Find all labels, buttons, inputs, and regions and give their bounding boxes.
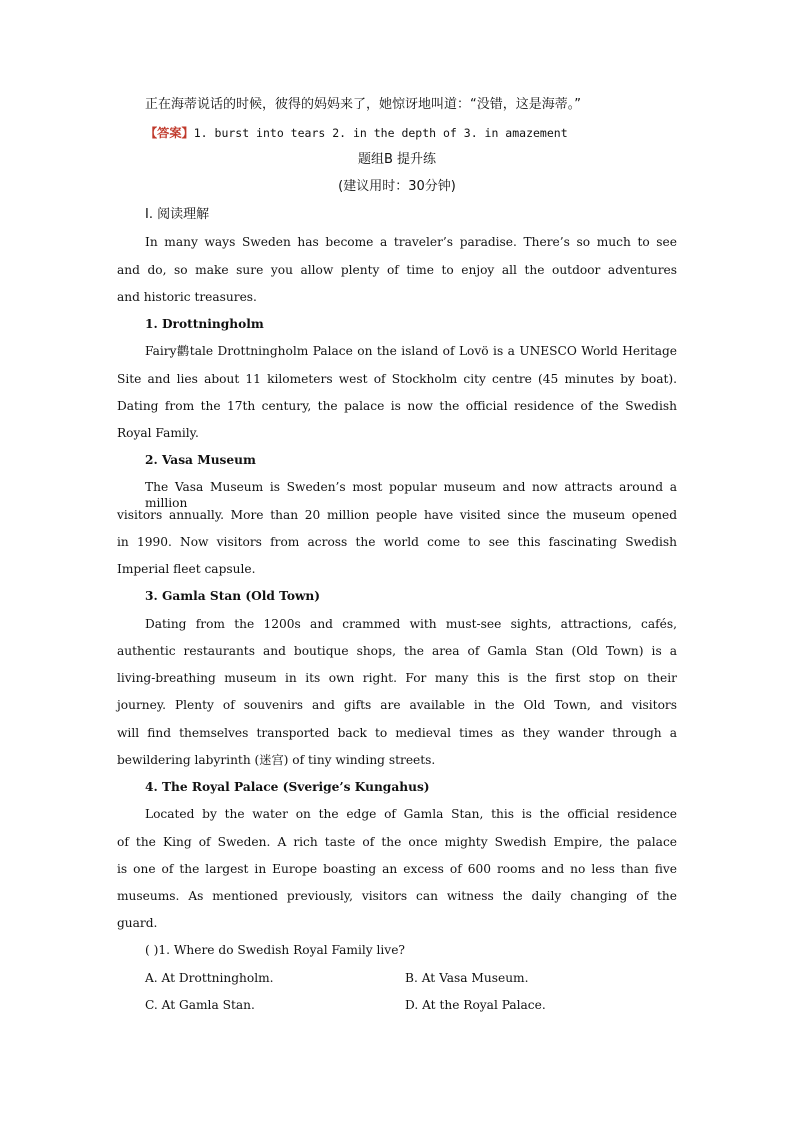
paragraph-line: authentic restaurants and boutique shops, the area of Gamla Stan (Old Town) is a — [117, 644, 677, 658]
paragraph-line: living-breathing museum in its own right. For many this is the first stop on their — [117, 671, 677, 685]
intro-line: and do, so make sure you allow plenty of time to enjoy all the outdoor adventures — [117, 263, 677, 277]
heading-royal-palace: 4. The Royal Palace (Sverige’s Kungahus) — [145, 780, 430, 794]
option-c: C. At Gamla Stan. — [145, 998, 255, 1012]
paragraph-line: The Vasa Museum is Sweden’s most popular museum and now attracts around a million — [145, 480, 677, 510]
paragraph-line: bewildering labyrinth (迷宫) of tiny winding streets. — [117, 753, 436, 767]
intro-line: In many ways Sweden has become a traveler’s paradise. There’s so much to see — [145, 235, 677, 249]
paragraph-line: journey. Plenty of souvenirs and gifts are available in the Old Town, and visitors — [117, 698, 677, 712]
paragraph-line: museums. As mentioned previously, visitors can witness the daily changing of the — [117, 889, 677, 903]
option-b: B. At Vasa Museum. — [405, 971, 529, 985]
paragraph-line: Site and lies about 11 kilometers west of Stockholm city centre (45 minutes by boat). — [117, 372, 677, 386]
section-title: 题组B 提升练 — [357, 152, 437, 167]
time-hint: (建议用时：30分钟) — [338, 179, 456, 194]
heading-drottningholm: 1. Drottningholm — [145, 317, 264, 331]
option-d: D. At the Royal Palace. — [405, 998, 546, 1012]
paragraph-line: guard. — [117, 916, 158, 930]
chinese-translation-sentence: 正在海蒂说话的时候，彼得的妈妈来了，她惊讶地叫道：“没错，这是海蒂。” — [145, 97, 581, 112]
paragraph-line: Royal Family. — [117, 426, 199, 440]
paragraph-line: Dating from the 1200s and crammed with must-see sights, attractions, cafés, — [145, 617, 677, 631]
option-a: A. At Drottningholm. — [145, 971, 274, 985]
part-label: Ⅰ. 阅读理解 — [145, 207, 210, 222]
paragraph-line: visitors annually. More than 20 million people have visited since the museum opened — [117, 508, 677, 522]
intro-line: and historic treasures. — [117, 290, 257, 304]
paragraph-line: Located by the water on the edge of Gamla Stan, this is the official residence — [145, 807, 677, 821]
question-stem: ( )1. Where do Swedish Royal Family live? — [145, 943, 405, 957]
paragraph-line: is one of the largest in Europe boasting an excess of 600 rooms and no less than five — [117, 862, 677, 876]
answer-text: 1. burst into tears 2. in the depth of 3. in amazement — [193, 126, 568, 140]
answer-tag: 【答案】 — [145, 126, 194, 140]
paragraph-line: of the King of Sweden. A rich taste of the once mighty Swedish Empire, the palace — [117, 835, 677, 849]
paragraph-line: Dating from the 17th century, the palace is now the official residence of the Swedish — [117, 399, 677, 413]
paragraph-line: Imperial fleet capsule. — [117, 562, 256, 576]
heading-vasa-museum: 2. Vasa Museum — [145, 453, 256, 467]
paragraph-line: Fairy鹳tale Drottningholm Palace on the island of Lovö is a UNESCO World Heritage — [145, 344, 677, 358]
paragraph-line: in 1990. Now visitors from across the world come to see this fascinating Swedish — [117, 535, 677, 549]
answer-line — [145, 125, 677, 141]
heading-gamla-stan: 3. Gamla Stan (Old Town) — [145, 589, 321, 603]
paragraph-line: will find themselves transported back to medieval times as they wander through a — [117, 726, 677, 740]
